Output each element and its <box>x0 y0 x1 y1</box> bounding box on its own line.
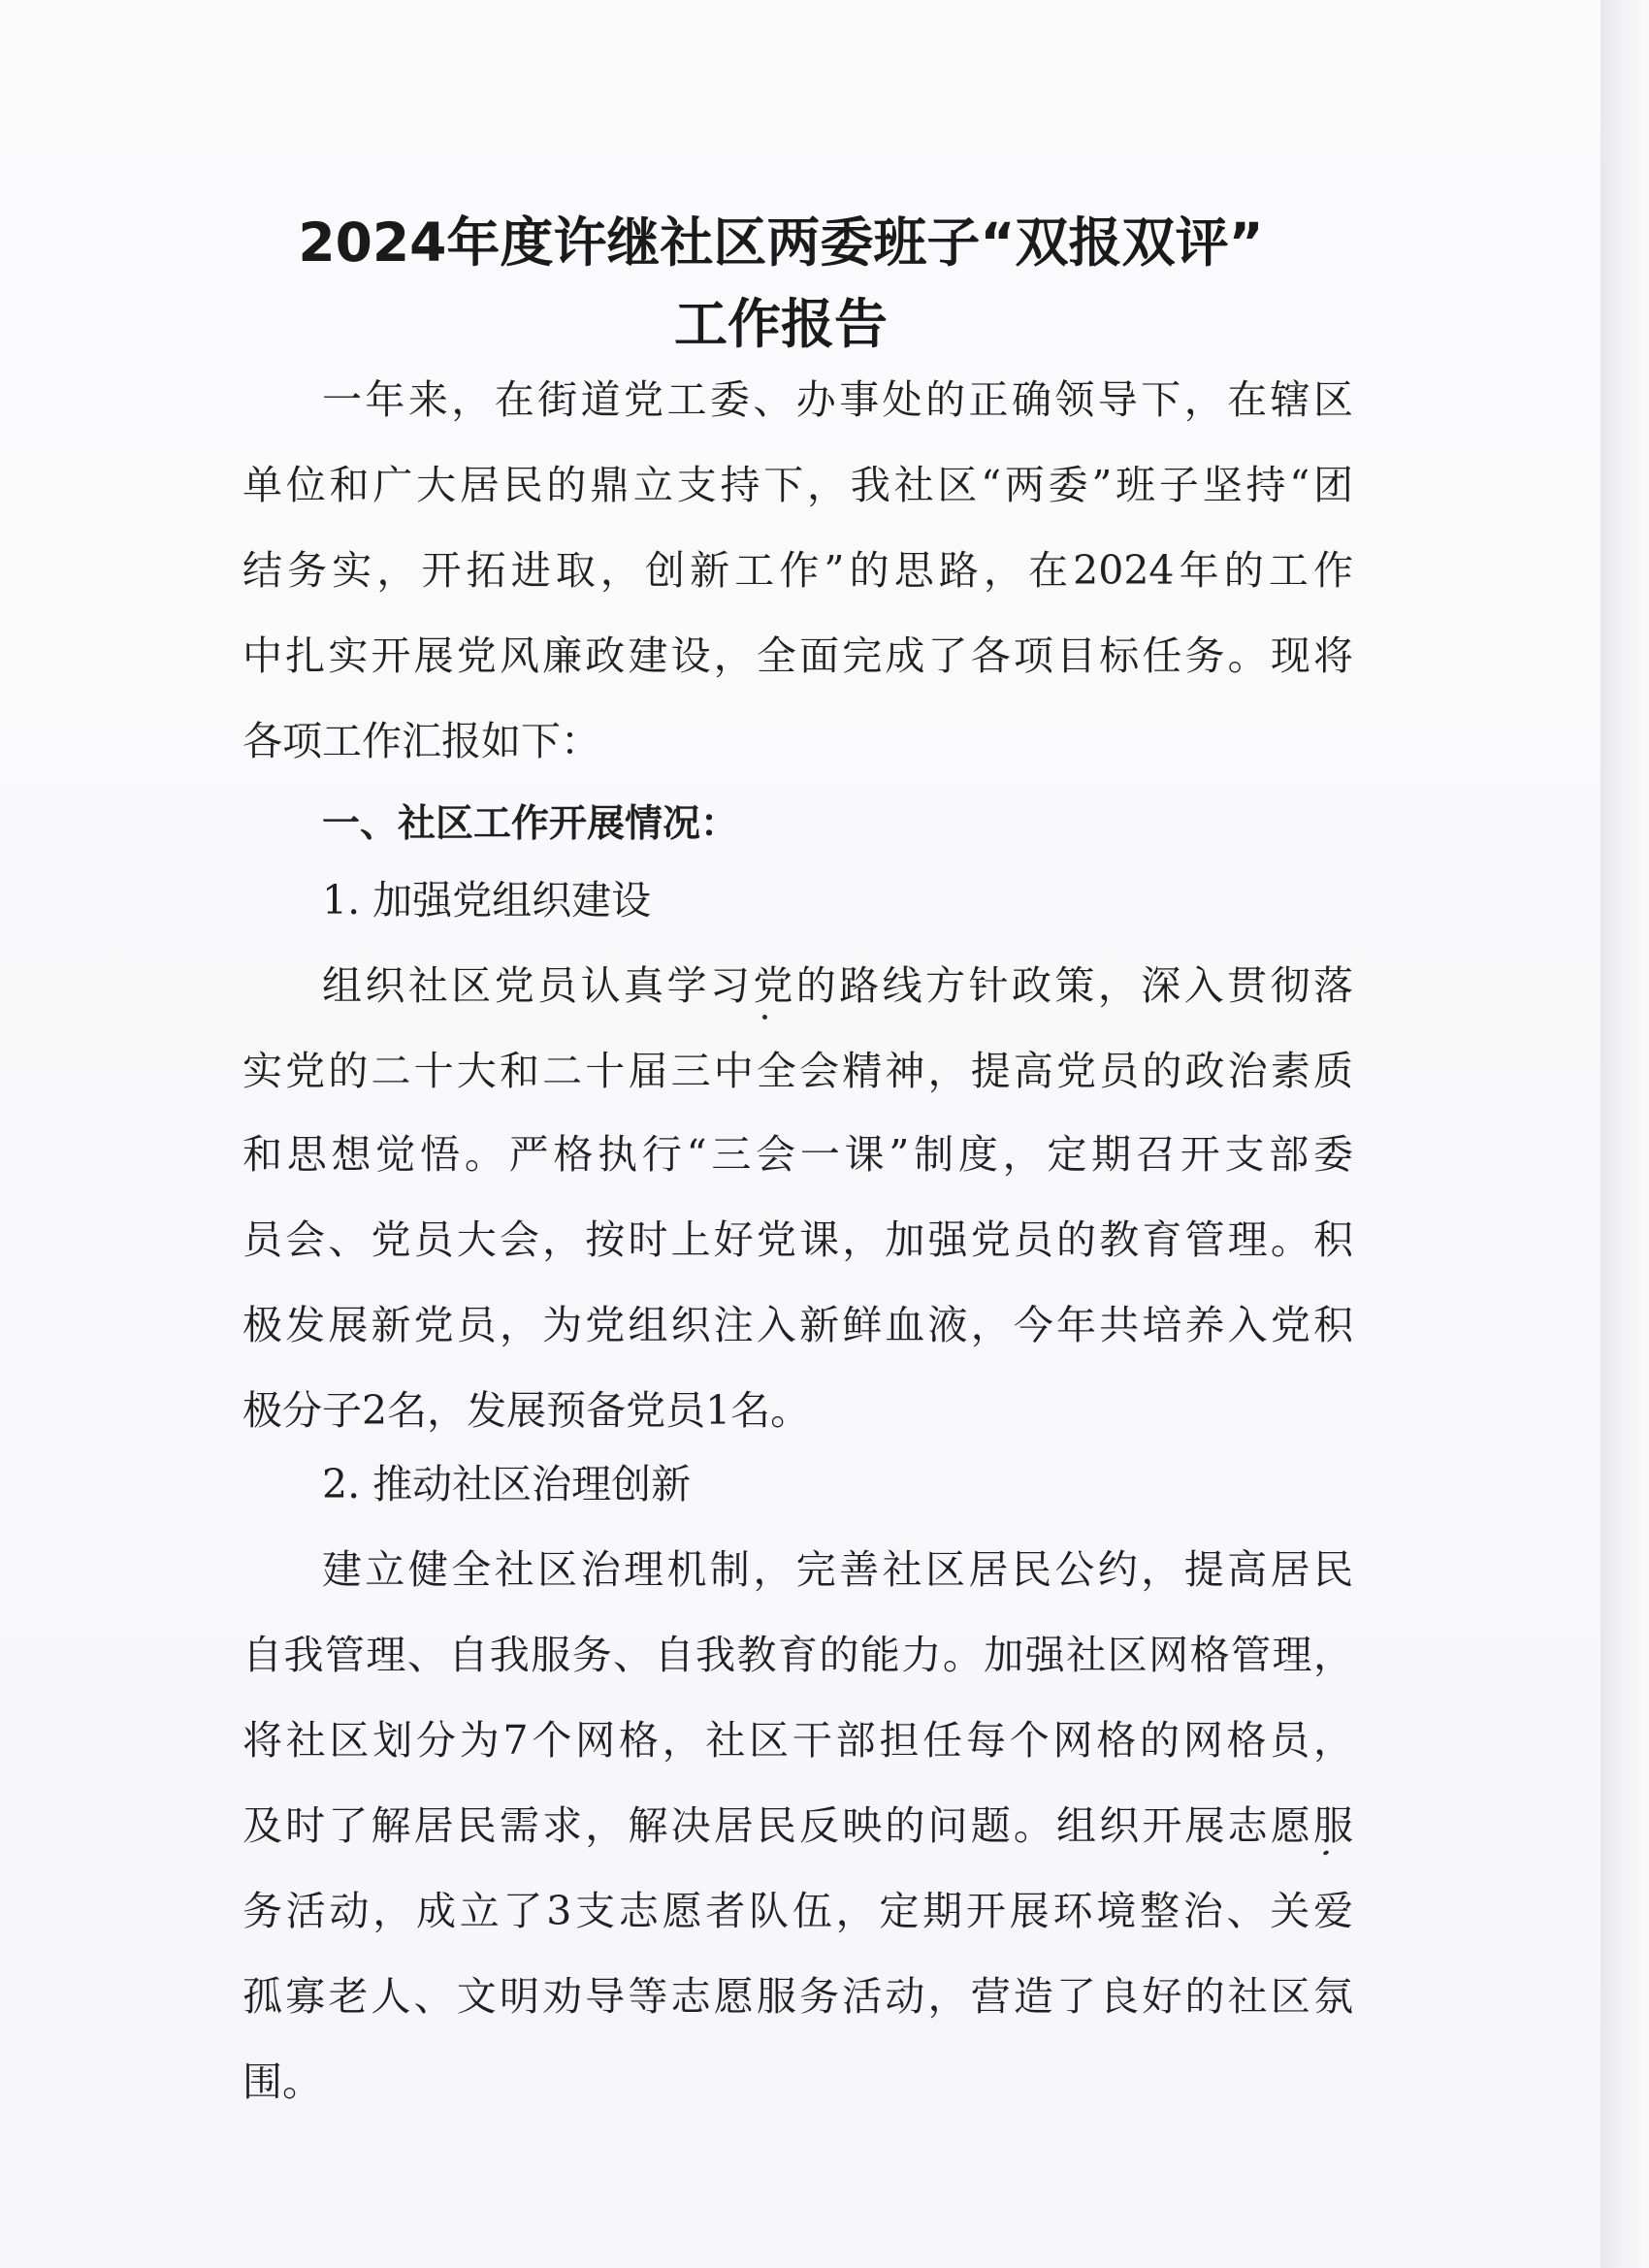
sub1-line-4: 员会、党员大会，按时上好党课，加强党员的教育管理。积 <box>242 1216 1353 1263</box>
intro-line-5: 各项工作汇报如下： <box>242 718 600 764</box>
sub1-line-3: 和思想觉悟。严格执行“三会一课”制度，定期召开支部委 <box>242 1131 1353 1178</box>
scan-edge-shadow <box>1600 0 1649 2268</box>
sub2-line-5: 务活动，成立了3支志愿者队伍，定期开展环境整治、关爱 <box>242 1888 1353 1934</box>
sub1-line-2: 实党的二十大和二十届三中全会精神，提高党员的政治素质 <box>242 1048 1353 1094</box>
intro-line-4: 中扎实开展党风廉政建设，全面完成了各项目标任务。现将 <box>242 632 1353 679</box>
sub2-line-4: 及时了解居民需求，解决居民反映的问题。组织开展志愿服 <box>242 1802 1353 1849</box>
sub1-line-1: 组织社区党员认真学习党的路线方针政策，深入贯彻落 <box>322 962 1353 1009</box>
subsection-1-heading: 1. 加强党组织建设 <box>322 877 652 923</box>
intro-line-1: 一年来，在街道党工委、办事处的正确领导下，在辖区 <box>322 376 1353 423</box>
document-title <box>223 202 1339 365</box>
scan-speck <box>762 1015 767 1020</box>
title-line-1: 2024年度许继社区两委班子“双报双评” <box>298 211 1264 274</box>
sub1-line-5: 极发展新党员，为党组织注入新鲜血液，今年共培养入党积 <box>242 1302 1353 1348</box>
subsection-2-heading: 2. 推动社区治理创新 <box>322 1461 692 1507</box>
sub2-line-1: 建立健全社区治理机制，完善社区居民公约，提高居民 <box>322 1546 1353 1593</box>
sub2-line-7: 围。 <box>242 2058 322 2105</box>
sub2-line-2: 自我管理、自我服务、自我教育的能力。加强社区网格管理， <box>242 1632 1353 1678</box>
sub1-line-6: 极分子2名，发展预备党员1名。 <box>242 1387 811 1434</box>
sub2-line-6: 孤寡老人、文明劝导等志愿服务活动，营造了良好的社区氛 <box>242 1973 1353 2020</box>
title-line-2: 工作报告 <box>673 293 888 355</box>
intro-line-3: 结务实，开拓进取，创新工作”的思路，在2024年的工作 <box>242 547 1353 594</box>
intro-line-2: 单位和广大居民的鼎立支持下，我社区“两委”班子坚持“团 <box>242 462 1353 508</box>
sub2-line-3: 将社区划分为7个网格，社区干部担任每个网格的网格员， <box>242 1717 1353 1764</box>
section-heading: 一、社区工作开展情况： <box>322 802 739 846</box>
